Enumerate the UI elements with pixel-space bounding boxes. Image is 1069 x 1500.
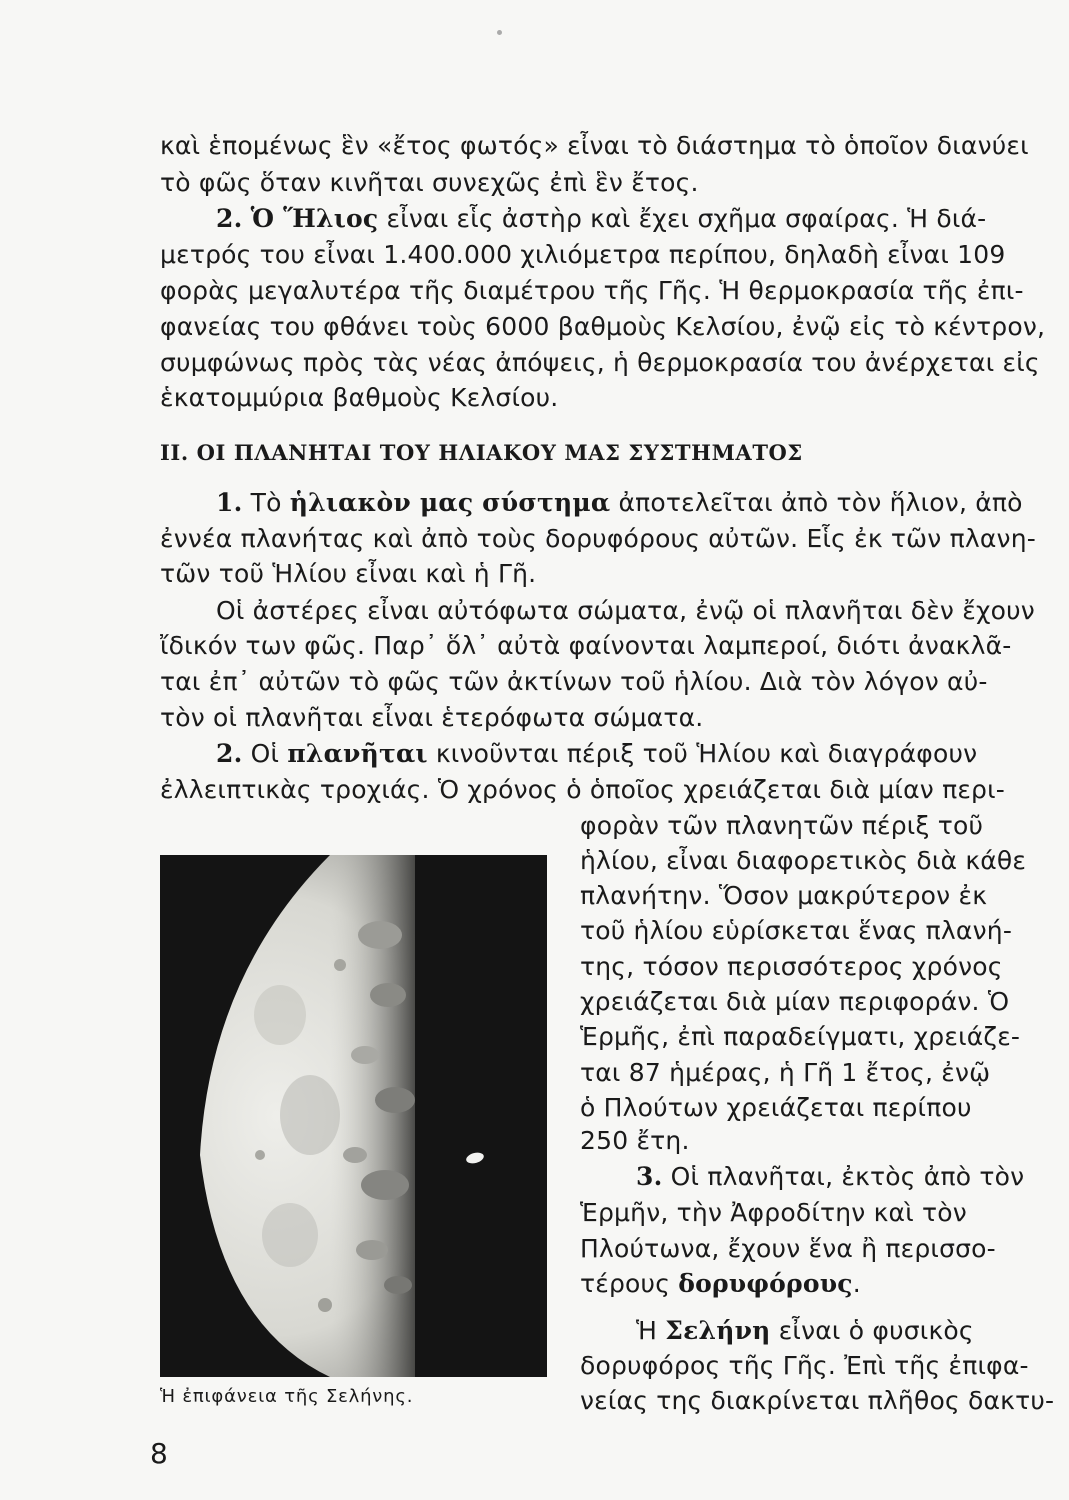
text-line-33: δορυφόρος τῆς Γῆς. Ἐπὶ τῆς ἐπιφα- [580,1351,1029,1380]
text-line-8: ἑκατομμύρια βαθμοὺς Κελσίου. [160,383,559,412]
term-planets: πλανῆται [287,739,428,768]
paper-speck [497,30,502,35]
figure-caption: Ἡ ἐπιφάνεια τῆς Σελήνης. [160,1386,414,1407]
paragraph-sun [160,204,986,234]
word-oi: Οἱ [250,739,280,768]
term-solar-system: ἡλιακὸν μας σύστημα [289,488,611,517]
paragraph-moon [580,1316,974,1346]
text-line-12: Οἱ ἀστέρες εἶναι αὐτόφωτα σώματα, ἐνῷ οἱ πλανῆται δὲν ἔχουν [216,596,1035,625]
text-line-27: 250 ἔτη. [580,1126,690,1155]
section-number-2: 2. [216,204,243,233]
word-to: Τὸ [250,488,282,517]
text-line-28: Οἱ πλανῆται, ἐκτὸς ἀπὸ τὸν [670,1162,1025,1191]
text-line-15: τὸν οἱ πλανῆται εἶναι ἑτερόφωτα σώματα. [160,703,704,732]
term-moon: Σελήνη [665,1316,771,1345]
section-number-2b: 2. [216,739,243,768]
moon-illustration [160,855,547,1377]
text-line-14: ται ἐπ᾿ αὐτῶν τὸ φῶς τῶν ἀκτίνων τοῦ ἡλίου. Διὰ τὸν λόγον αὐ- [160,667,988,696]
section-number-3: 3. [636,1162,663,1191]
text-line-5: φορὰς μεγαλυτέρα τῆς διαμέτρου τῆς Γῆς. Ἡ θερμοκρασία τῆς ἐπι- [160,276,1024,305]
text-line-9: ἀποτελεῖται ἀπὸ τὸν ἥλιον, ἀπὸ [618,488,1023,517]
text-line-11: τῶν τοῦ Ἡλίου εἶναι καὶ ἡ Γῆ. [160,559,537,588]
text-line-25: ται 87 ἡμέρας, ἡ Γῆ 1 ἔτος, ἐνῷ [580,1058,991,1087]
text-line-21: τοῦ ἡλίου εὑρίσκεται ἕνας πλανή- [580,916,1013,945]
paragraph-satellites-end [580,1269,861,1299]
section-heading: II. ΟΙ ΠΛΑΝΗΤΑΙ ΤΟΥ ΗΛΙΑΚΟΥ ΜΑΣ ΣΥΣΤΗΜΑΤΟΣ [160,440,803,465]
paragraph-system [160,488,1023,518]
section-number-1: 1. [216,488,243,517]
text-line-10: ἐννέα πλανήτας καὶ ἀπὸ τοὺς δορυφόρους αὐτῶν. Εἷς ἐκ τῶν πλανη- [160,524,1036,553]
text-line-29: Ἑρμῆν, τὴν Ἀφροδίτην καὶ τὸν [580,1198,967,1227]
text-line-34: νείας της διακρίνεται πλῆθος δακτυ- [580,1386,1055,1415]
page-number: 8 [150,1437,168,1470]
text-line-4: μετρός του εἶναι 1.400.000 χιλιόμετρα περίπου, δηλαδὴ εἶναι 109 [160,240,1006,269]
text-line-23: χρειάζεται διὰ μίαν περιφοράν. Ὁ [580,987,1010,1016]
text-line-18: φορὰν τῶν πλανητῶν πέριξ τοῦ [580,811,984,840]
text-line-1: καὶ ἑπομένως ἓν «ἔτος φωτός» εἶναι τὸ διάστημα τὸ ὁποῖον διανύει [160,131,1029,160]
text-line-22: της, τόσον περισσότερος χρόνος [580,952,1003,981]
period: . [852,1269,861,1298]
term-satellites: δορυφόρους [678,1269,853,1298]
text-line-3: εἶναι εἷς ἀστὴρ καὶ ἔχει σχῆμα σφαίρας. Ἡ διά- [386,204,987,233]
word-the: Ἡ [636,1316,658,1345]
text-line-26: ὁ Πλούτων χρειάζεται περίπου [580,1093,972,1122]
text-line-17: ἐλλειπτικὰς τροχιάς. Ὁ χρόνος ὁ ὁποῖος χρειάζεται διὰ μίαν περι- [160,775,1005,804]
paragraph-satellites [636,1162,1024,1192]
term-sun: Ὁ Ἥλιος [250,204,379,233]
text-line-24: Ἑρμῆς, ἐπὶ παραδείγματι, χρειάζε- [580,1022,1021,1051]
text-line-20: πλανήτην. Ὅσον μακρύτερον ἐκ [580,881,988,910]
text-line-7: συμφώνως πρὸς τὰς νέας ἀπόψεις, ἡ θερμοκρασία του ἀνέρχεται εἰς [160,348,1040,377]
text-line-2: τὸ φῶς ὅταν κινῆται συνεχῶς ἐπὶ ἓν ἔτος. [160,168,699,197]
text-line-30: Πλούτωνα, ἔχουν ἕνα ἢ περισσο- [580,1234,996,1263]
text-line-6: φανείας του φθάνει τοὺς 6000 βαθμοὺς Κελσίου, ἐνῷ εἰς τὸ κέντρον, [160,312,1046,341]
text-line-13: ἴδικόν των φῶς. Παρ᾿ ὅλ᾿ αὐτὰ φαίνονται λαμπεροί, διότι ἀνακλᾶ- [160,631,1012,660]
text-line-19: ἡλίου, εἶναι διαφορετικὸς διὰ κάθε [580,846,1027,875]
text-line-16: κινοῦνται πέριξ τοῦ Ἡλίου καὶ διαγράφουν [435,739,978,768]
moon-photo [160,855,547,1377]
text-line-32: εἶναι ὁ φυσικὸς [778,1316,974,1345]
text-line-31: τέρους [580,1269,671,1298]
paragraph-planets [160,739,977,769]
